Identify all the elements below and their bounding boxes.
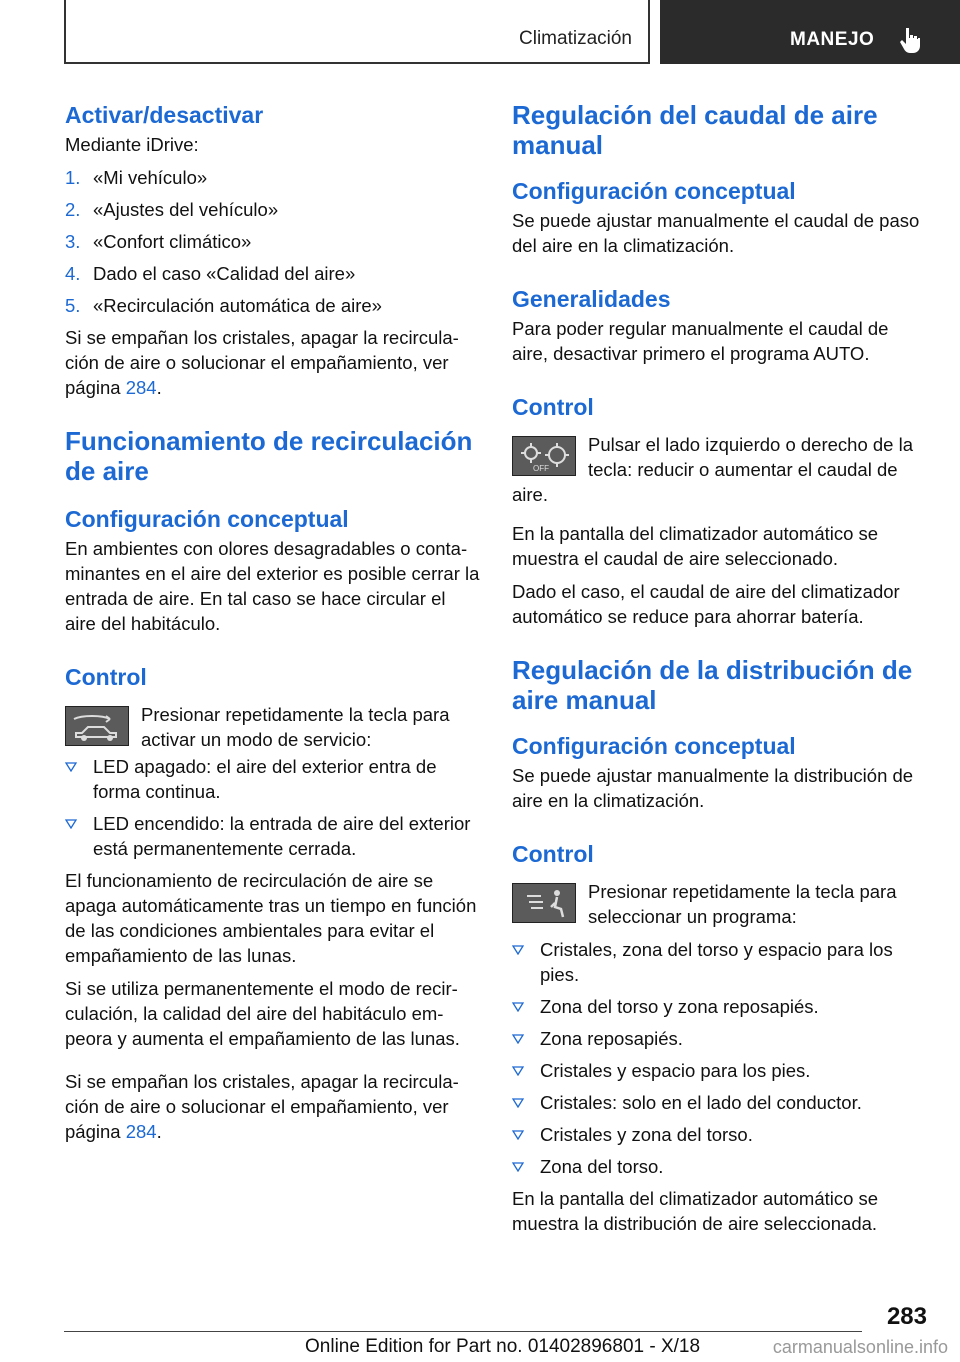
paragraph: Se puede ajustar manualmente el caudal de paso del aire en la climatización. [512, 210, 920, 256]
bullet-list [512, 937, 927, 1179]
list-item: Cristales y espacio para los pies. [512, 1058, 927, 1083]
header-section-box [64, 0, 650, 64]
heading-regulacion-caudal: Regulación del caudal de aire manual [512, 100, 878, 160]
control-text: Presionar repetidamente la tecla para activar un modo de servicio: [141, 704, 450, 750]
list-item: 3. «Confort climático» [65, 231, 252, 252]
heading-regulacion-distribucion: Regulación de la distribución de aire manual [512, 655, 913, 715]
list-item: 5. «Recirculación automática de aire» [65, 295, 382, 316]
paragraph: Para poder regular manualmente el caudal de aire, desactivar primero el programa AUTO. [512, 318, 889, 364]
fan-button-image [512, 436, 576, 476]
subheading-control: Control [512, 394, 594, 420]
paragraph: El funcionamiento de recirculación de aire se apaga automáticamente tras un tiempo en función de las condiciones ambientales para evitar el empañamiento de las lunas. [65, 870, 477, 966]
control-text: Pulsar el lado izquierdo o derecho de la tecla: reducir o aumentar el caudal de aire. [512, 434, 913, 505]
triangle-bullet-icon [512, 1002, 524, 1012]
recirculation-button-image [65, 706, 129, 746]
left-column [65, 100, 480, 1152]
watermark: carmanualsonline.info [772, 1337, 948, 1357]
edition-note: Online Edition for Part no. 01402896801 - X/18 [305, 1336, 701, 1357]
list-item: Zona del torso. [512, 1154, 927, 1179]
subheading-control: Control [512, 841, 594, 867]
list-item: Cristales: solo en el lado del conductor. [512, 1090, 927, 1115]
right-column [512, 100, 927, 1244]
list-item: 4. Dado el caso «Calidad del aire» [65, 263, 356, 284]
heading-funcionamiento-recirculacion: Funcionamiento de recirculación de aire [65, 426, 473, 486]
triangle-bullet-icon [512, 1130, 524, 1140]
air-distribution-icon [513, 884, 575, 922]
svg-text:OFF: OFF [533, 464, 549, 473]
triangle-bullet-icon [512, 945, 524, 955]
triangle-bullet-icon [512, 1066, 524, 1076]
heading-activar-desactivar: Activar/desactivar [65, 102, 264, 128]
page-link[interactable]: 284 [125, 1121, 157, 1142]
page-number: 283 [886, 1303, 927, 1330]
recirculation-car-icon [66, 707, 128, 745]
control-block [65, 702, 480, 754]
list-item: LED apagado: el aire del exterior entra de forma continua. [65, 754, 480, 804]
paragraph: En la pantalla del climatizador automático se muestra el caudal de aire seleccionado. [512, 523, 879, 569]
paragraph-note: Si se empañan los cristales, apagar la recirculación de aire o solucionar el empañamiento, ver página 284. [65, 327, 459, 398]
list-item: 1. «Mi vehículo» [65, 167, 208, 188]
paragraph: En la pantalla del climatizador automático se muestra la distribución de aire seleccionada. [512, 1188, 879, 1234]
triangle-bullet-icon [512, 1162, 524, 1172]
paragraph: Dado el caso, el caudal de aire del climatizador automático se reduce para ahorrar batería. [512, 581, 900, 627]
list-item: LED encendido: la entrada de aire del exterior está permanentemente cerrada. [65, 811, 480, 861]
subheading-configuracion: Configuración conceptual [512, 178, 796, 204]
paragraph: En ambientes con olores desagradables o contaminantes en el aire del exterior es posible cerrar la entrada de aire. En tal caso se hace circular el aire del habitáculo. [65, 538, 480, 634]
paragraph-note: Si se empañan los cristales, apagar la recirculación de aire o solucionar el empañamiento, ver página 284. [65, 1071, 459, 1142]
air-distribution-button-image [512, 883, 576, 923]
control-block [512, 432, 927, 507]
page-link[interactable]: 284 [125, 377, 157, 398]
list-item: Zona reposapiés. [512, 1026, 927, 1051]
subheading-configuracion: Configuración conceptual [512, 733, 796, 759]
list-item: Zona del torso y zona reposapiés. [512, 994, 927, 1019]
header-chapter-label: MANEJO [790, 29, 875, 50]
triangle-bullet-icon [65, 762, 77, 772]
subheading-control: Control [65, 664, 147, 690]
paragraph: Se puede ajustar manualmente la distribución de aire en la climatización. [512, 765, 914, 811]
fan-speed-icon [513, 437, 575, 475]
header-chapter-tab [660, 0, 960, 64]
subheading-configuracion: Configuración conceptual [65, 506, 349, 532]
paragraph: Si se utiliza permanentemente el modo de recirculación, la calidad del aire del habitáculo empeora y aumenta el empañamiento de las lunas. [65, 978, 460, 1049]
control-text: Presionar repetidamente la tecla para seleccionar un programa: [588, 881, 897, 927]
bullet-list [65, 754, 480, 861]
subheading-generalidades: Generalidades [512, 286, 671, 312]
list-item: Cristales y zona del torso. [512, 1122, 927, 1147]
control-block [512, 879, 927, 931]
hand-pointer-icon [898, 26, 922, 54]
step-list [65, 165, 480, 318]
list-item: 2. «Ajustes del vehículo» [65, 199, 279, 220]
triangle-bullet-icon [512, 1098, 524, 1108]
header-section-title: Climatización [519, 28, 632, 49]
triangle-bullet-icon [512, 1034, 524, 1044]
triangle-bullet-icon [65, 819, 77, 829]
footer-divider [64, 1331, 862, 1332]
paragraph-intro: Mediante iDrive: [65, 134, 199, 155]
list-item: Cristales, zona del torso y espacio para los pies. [512, 937, 927, 987]
